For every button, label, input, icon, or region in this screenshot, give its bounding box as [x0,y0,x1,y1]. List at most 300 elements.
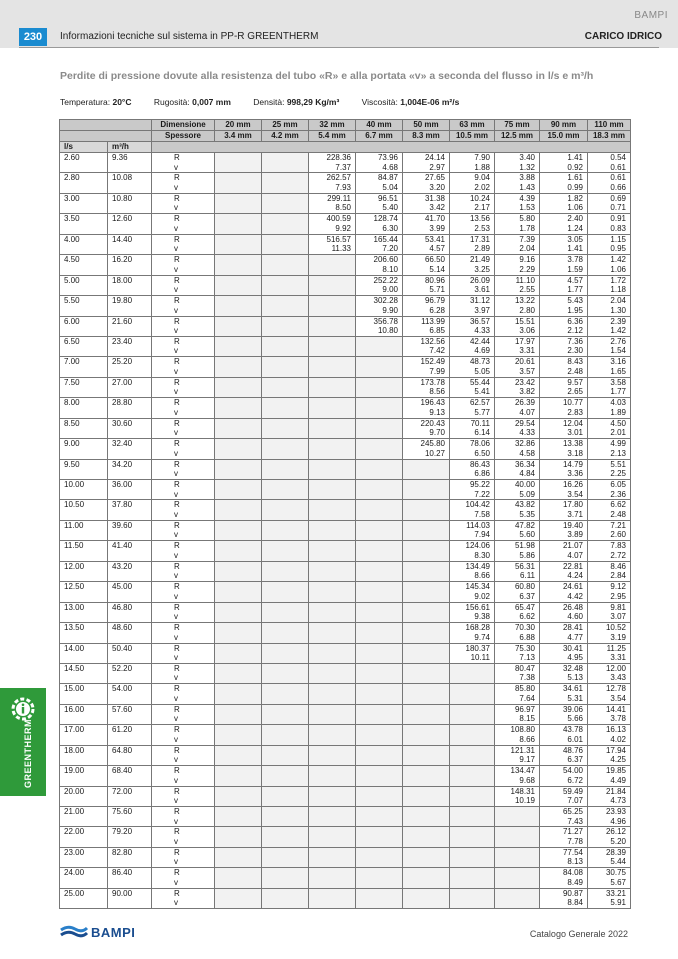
v-label: v [174,366,178,376]
r-label: R [174,439,180,449]
r-value: 165.44 [373,234,398,244]
value-cell [450,500,495,520]
value-cell [309,173,356,193]
r-value [266,746,304,756]
v-value [219,735,257,745]
value-cell [495,234,540,254]
r-value: 124.06 [465,541,490,551]
rv-label-cell [152,296,215,316]
v-value [266,817,304,827]
value-cell [588,643,631,663]
value-cell [215,766,262,786]
value-cell [356,888,403,908]
value-cell [495,275,540,295]
flow-ls-cell: 25.00 [60,888,108,908]
rv-label-cell [152,275,215,295]
flow-ls-cell: 21.00 [60,807,108,827]
r-value [219,153,257,163]
v-value: 3.06 [519,326,535,335]
v-value [266,449,304,459]
value-cell [540,561,588,581]
value-cell [215,214,262,234]
v-value [219,428,257,438]
value-cell [262,541,309,561]
flow-ls-cell: 10.00 [60,480,108,500]
r-value [407,705,445,715]
value-cell [215,643,262,663]
value-cell [540,847,588,867]
value-cell [215,663,262,683]
v-value [360,694,398,704]
value-cell [403,827,450,847]
r-value: 4.50 [610,418,626,428]
r-label: R [174,766,180,776]
value-cell [540,316,588,336]
r-value: 128.74 [373,214,398,224]
value-cell [356,541,403,561]
v-value [266,551,304,561]
r-value: 156.61 [465,602,490,612]
value-cell [309,561,356,581]
flow-m3h-cell: 45.00 [108,582,152,602]
v-value [313,755,351,765]
flow-ls-cell: 9.50 [60,459,108,479]
r-value: 7.36 [567,336,583,346]
v-value: 5.91 [610,898,626,908]
rv-label-cell [152,663,215,683]
value-cell [495,786,540,806]
value-cell [215,725,262,745]
v-value [219,612,257,622]
v-value: 3.07 [610,612,626,622]
r-value [219,684,257,694]
value-cell [309,868,356,888]
v-value: 3.54 [610,693,626,703]
v-value: 7.99 [429,366,445,376]
value-cell [215,275,262,295]
r-value: 30.75 [605,868,626,878]
v-value: 4.77 [567,632,583,642]
r-value [313,296,351,306]
v-value [454,878,490,888]
value-cell [262,827,309,847]
value-cell [450,745,495,765]
v-value: 4.33 [519,428,535,438]
r-value [454,889,490,899]
r-label: R [174,541,180,551]
value-cell [450,357,495,377]
value-cell [309,153,356,173]
header-divider [19,47,659,48]
value-cell [450,888,495,908]
value-cell [588,725,631,745]
v-value [454,796,490,806]
r-value [360,868,398,878]
flow-m3h-cell: 36.00 [108,480,152,500]
flow-m3h-cell: 10.80 [108,193,152,213]
v-value [219,530,257,540]
rv-label-cell [152,766,215,786]
v-value: 2.60 [610,530,626,540]
r-value [219,419,257,429]
r-value [499,807,535,817]
r-value [219,521,257,531]
table-row [60,725,631,745]
flow-m3h-cell: 54.00 [108,684,152,704]
flow-m3h-cell: 90.00 [108,888,152,908]
v-label: v [174,632,178,642]
value-cell [540,500,588,520]
flow-ls-cell: 17.00 [60,725,108,745]
v-value: 8.30 [474,550,490,560]
value-cell [403,725,450,745]
value-cell [403,520,450,540]
table-row [60,868,631,888]
r-label: R [174,255,180,265]
v-label: v [174,877,178,887]
v-value: 2.04 [519,244,535,254]
density-label: Densità: [253,97,285,107]
size-header: 32 mm [309,120,356,131]
r-value: 1.61 [567,173,583,183]
r-value [407,787,445,797]
v-value: 2.48 [610,509,626,519]
value-cell [403,214,450,234]
v-value: 9.02 [474,591,490,601]
r-value [407,644,445,654]
r-value [266,296,304,306]
r-value: 24.14 [424,153,445,162]
value-cell [588,377,631,397]
r-value [266,460,304,470]
v-value: 4.02 [610,734,626,744]
r-value: 12.00 [605,663,626,673]
value-cell [309,377,356,397]
value-cell [262,275,309,295]
v-value [360,857,398,867]
flow-m3h-cell: 18.00 [108,275,152,295]
r-value: 11.25 [606,643,626,653]
v-value [266,857,304,867]
v-value [219,694,257,704]
value-cell [495,725,540,745]
value-cell [450,459,495,479]
v-value: 6.86 [474,469,490,479]
value-cell [540,255,588,275]
table-row [60,153,631,173]
v-value [407,469,445,479]
flow-m3h-cell: 27.00 [108,377,152,397]
v-value: 4.07 [519,407,535,417]
value-cell [450,173,495,193]
value-cell [540,766,588,786]
viscosity-label: Viscosità: [361,97,398,107]
value-cell [262,582,309,602]
value-cell [403,623,450,643]
table-row [60,398,631,418]
value-cell [403,357,450,377]
v-value: 1.77 [610,387,626,397]
v-value [313,796,351,806]
r-value [266,194,304,204]
v-value [266,306,304,316]
value-cell [495,847,540,867]
value-cell [262,336,309,356]
r-label: R [174,786,180,796]
r-value [266,562,304,572]
value-cell [450,704,495,724]
value-cell [403,868,450,888]
r-value: 252.22 [373,275,398,285]
v-value: 3.99 [429,223,445,233]
v-value: 4.58 [519,448,535,458]
value-cell [495,643,540,663]
value-cell [215,847,262,867]
v-value [407,612,445,622]
r-value [407,603,445,613]
value-cell [309,275,356,295]
v-value [266,530,304,540]
table-row [60,786,631,806]
v-value [266,408,304,418]
v-value [313,714,351,724]
value-cell [450,561,495,581]
r-value [266,500,304,510]
header-corner [60,131,152,142]
value-cell [495,336,540,356]
v-value [266,367,304,377]
value-cell [262,255,309,275]
rv-label-cell [152,377,215,397]
r-value [219,664,257,674]
v-value: 1.77 [567,285,583,295]
table-row [60,234,631,254]
viscosity-param [362,97,460,107]
v-value: 4.42 [567,591,583,601]
v-value [266,735,304,745]
thickness-header: 6.7 mm [356,131,403,142]
r-value [266,623,304,633]
v-value: 10.27 [424,448,445,458]
value-cell [309,623,356,643]
v-value [407,551,445,561]
v-value: 2.29 [519,264,535,274]
v-value [313,612,351,622]
value-cell [588,827,631,847]
value-cell [309,582,356,602]
rv-label-cell [152,602,215,622]
table-row [60,561,631,581]
r-label: R [174,398,180,408]
r-value: 43.82 [514,500,535,510]
v-value: 9.13 [429,407,445,417]
r-value: 54.00 [562,766,583,776]
value-cell [495,582,540,602]
r-value: 41.70 [424,214,445,224]
r-value [219,173,257,183]
v-label: v [174,448,178,458]
r-value: 21.07 [562,541,583,551]
r-value: 23.42 [514,377,535,387]
table-row [60,418,631,438]
r-value [266,153,304,163]
value-cell [588,786,631,806]
v-value [313,735,351,745]
value-cell [450,684,495,704]
v-value [313,673,351,683]
r-value [219,562,257,572]
r-value [360,541,398,551]
value-cell [495,541,540,561]
v-value: 2.36 [610,489,626,499]
value-cell [215,439,262,459]
value-cell [540,704,588,724]
flow-ls-cell: 6.50 [60,336,108,356]
v-label: v [174,755,178,765]
value-cell [262,153,309,173]
value-cell [215,296,262,316]
value-cell [215,459,262,479]
flow-m3h-cell: 28.80 [108,398,152,418]
r-value: 51.98 [514,541,535,551]
table-row [60,827,631,847]
v-value: 5.60 [519,530,535,540]
r-value [360,725,398,735]
r-value: 114.03 [466,520,490,530]
v-value [407,878,445,888]
v-value [360,837,398,847]
thickness-header: 10.5 mm [450,131,495,142]
parameters-line [60,97,479,107]
v-value: 5.09 [519,489,535,499]
r-value [407,480,445,490]
v-value: 0.95 [610,244,626,254]
r-value [219,868,257,878]
rv-label-cell [152,868,215,888]
v-value: 4.68 [382,162,398,172]
v-value [360,633,398,643]
r-value [454,827,490,837]
r-value [454,807,490,817]
value-cell [262,888,309,908]
r-value [266,173,304,183]
v-value: 7.64 [519,693,535,703]
r-value: 17.31 [469,234,490,244]
thickness-header: 15.0 mm [540,131,588,142]
value-cell [309,480,356,500]
v-value [266,694,304,704]
rv-label-cell [152,316,215,336]
v-value: 0.92 [567,162,583,172]
r-value [219,398,257,408]
v-value: 2.17 [474,203,490,213]
r-value [266,276,304,286]
value-cell [450,255,495,275]
r-value: 65.47 [514,602,535,612]
value-cell [540,173,588,193]
r-value: 113.99 [421,316,445,326]
r-value: 3.78 [567,255,583,265]
table-row [60,255,631,275]
v-value [266,837,304,847]
value-cell [403,275,450,295]
v-value: 11.33 [331,244,351,254]
v-value [313,285,351,295]
r-value: 132.56 [420,336,445,346]
value-cell [588,214,631,234]
value-cell [356,500,403,520]
wave-logo-icon [60,925,88,939]
r-value: 62.57 [469,398,490,408]
r-value: 1.41 [567,153,583,162]
v-value [313,469,351,479]
r-value [313,317,351,327]
value-cell [403,807,450,827]
r-value: 108.80 [510,725,535,735]
r-value [313,623,351,633]
r-value [360,889,398,899]
r-value [219,807,257,817]
v-value: 5.40 [382,203,398,213]
r-value: 66.50 [424,255,445,265]
v-value: 1.78 [519,223,535,233]
r-value: 22.81 [562,561,583,571]
v-value [313,857,351,867]
r-value [407,827,445,837]
value-cell [450,786,495,806]
r-value [360,807,398,817]
v-label: v [174,653,178,662]
value-cell [403,153,450,173]
v-value [499,878,535,888]
r-value: 299.11 [327,193,351,203]
thickness-header: 8.3 mm [403,131,450,142]
r-label: R [174,520,180,530]
value-cell [309,439,356,459]
r-value: 17.97 [514,336,535,346]
value-cell [495,193,540,213]
table-row [60,602,631,622]
r-value [407,460,445,470]
value-cell [588,193,631,213]
value-cell [403,561,450,581]
value-cell [588,234,631,254]
r-value: 17.80 [562,500,583,510]
r-value [266,766,304,776]
rv-label-cell [152,807,215,827]
r-value [313,766,351,776]
r-value [219,766,257,776]
r-label: R [174,847,180,857]
value-cell [403,418,450,438]
value-cell [262,745,309,765]
value-cell [540,602,588,622]
r-value: 30.41 [562,643,583,653]
table-row [60,193,631,213]
r-value [313,705,351,715]
v-value: 9.00 [382,285,398,295]
r-value: 59.49 [562,786,583,796]
v-value [219,265,257,275]
r-value [313,827,351,837]
r-value [266,439,304,449]
r-value [360,398,398,408]
v-value: 8.56 [429,387,445,397]
r-value: 31.38 [424,193,445,203]
flow-m3h-cell: 14.40 [108,234,152,254]
v-value: 7.38 [519,673,535,683]
v-value [266,796,304,806]
